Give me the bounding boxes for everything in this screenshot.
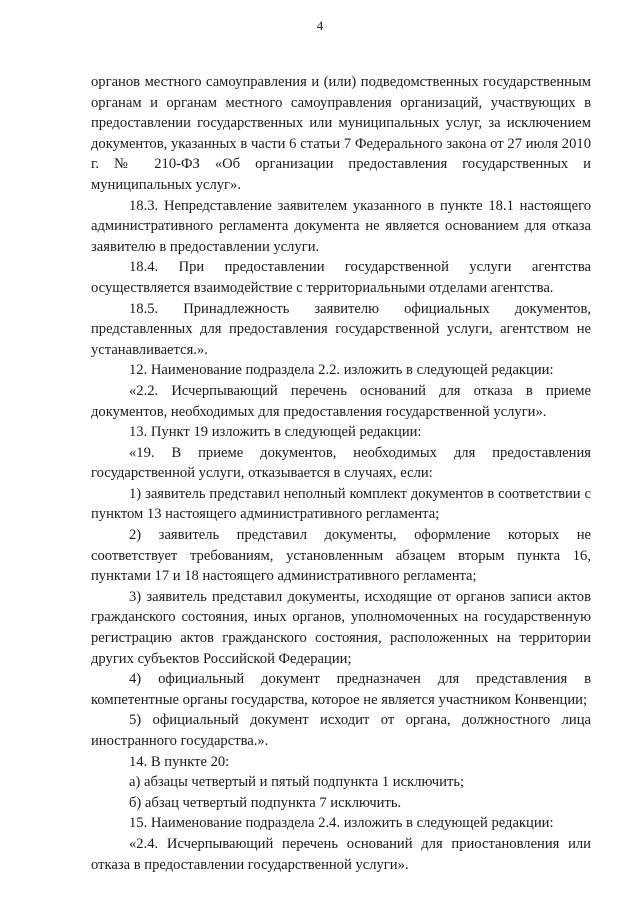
paragraph-item-14-a: а) абзацы четвертый и пятый подпункта 1 исключить; <box>129 774 465 791</box>
paragraph-subsection-2-2: «2.2. Исчерпывающий перечень оснований для отказа в приеме документов, необходимых для предоставления государственной услуги». <box>91 382 591 420</box>
page-number: 4 <box>316 18 324 33</box>
paragraph-18-3: 18.3. Непредставление заявителем указанного в пункте 18.1 настоящего административного регламента документа не является основанием для отказа заявителю в предоставлении услуги. <box>91 197 591 255</box>
paragraph-19: «19. В приеме документов, необходимых для предоставления государственной услуги, отказывается в случаях, если: <box>91 444 591 482</box>
document-body <box>91 72 591 875</box>
paragraph-item-15: 15. Наименование подраздела 2.4. изложить в следующей редакции: <box>129 815 554 832</box>
paragraph-19-case-5: 5) официальный документ исходит от органа, должностного лица иностранного государства.». <box>91 712 591 749</box>
paragraph-18-5: 18.5. Принадлежность заявителю официальных документов, представленных для предоставления государственной услуги, агентством не устанавливается.». <box>91 300 591 358</box>
paragraph-19-case-3: 3) заявитель представил документы, исходящие от органов записи актов гражданского состояния, иных органов, уполномоченных на государственную регистрацию актов гражданского состояния, расположенных на территории других субъектов Российской Федерации; <box>91 588 591 667</box>
paragraph-18-4: 18.4. При предоставлении государственной услуги агентства осуществляется взаимодействие с территориальными отделами агентства. <box>91 259 591 296</box>
paragraph-item-14-b: б) абзац четвертый подпункта 7 исключить. <box>129 794 402 811</box>
paragraph-subsection-2-4: «2.4. Исчерпывающий перечень оснований для приостановления или отказа в предоставлении государственной услуги». <box>91 835 591 873</box>
paragraph-19-case-2: 2) заявитель представил документы, оформление которых не соответствует требованиям, установленным абзацем вторым пункта 16, пунктами 17 и 18 настоящего административного регламента; <box>91 527 591 585</box>
paragraph-continuation: органов местного самоуправления и (или) подведомственных государственным органам и органам местного самоуправления организаций, участвующих в предоставлении государственных или муниципальных услуг, за исключением документов, указанных в части 6 статьи 7 Федерального закона от 27 июля 2010 г. № 210-ФЗ «Об организации предоставления государственных и муниципальных услуг». <box>91 74 591 193</box>
paragraph-item-12: 12. Наименование подраздела 2.2. изложить в следующей редакции: <box>129 362 554 379</box>
paragraph-item-14: 14. В пункте 20: <box>129 753 230 770</box>
paragraph-19-case-1: 1) заявитель представил неполный комплект документов в соответствии с пунктом 13 настоящего административного регламента; <box>91 485 591 523</box>
paragraph-19-case-4: 4) официальный документ предназначен для представления в компетентные органы государства, которое не является участником Конвенции; <box>91 671 591 708</box>
paragraph-item-13: 13. Пункт 19 изложить в следующей редакции: <box>129 424 422 441</box>
